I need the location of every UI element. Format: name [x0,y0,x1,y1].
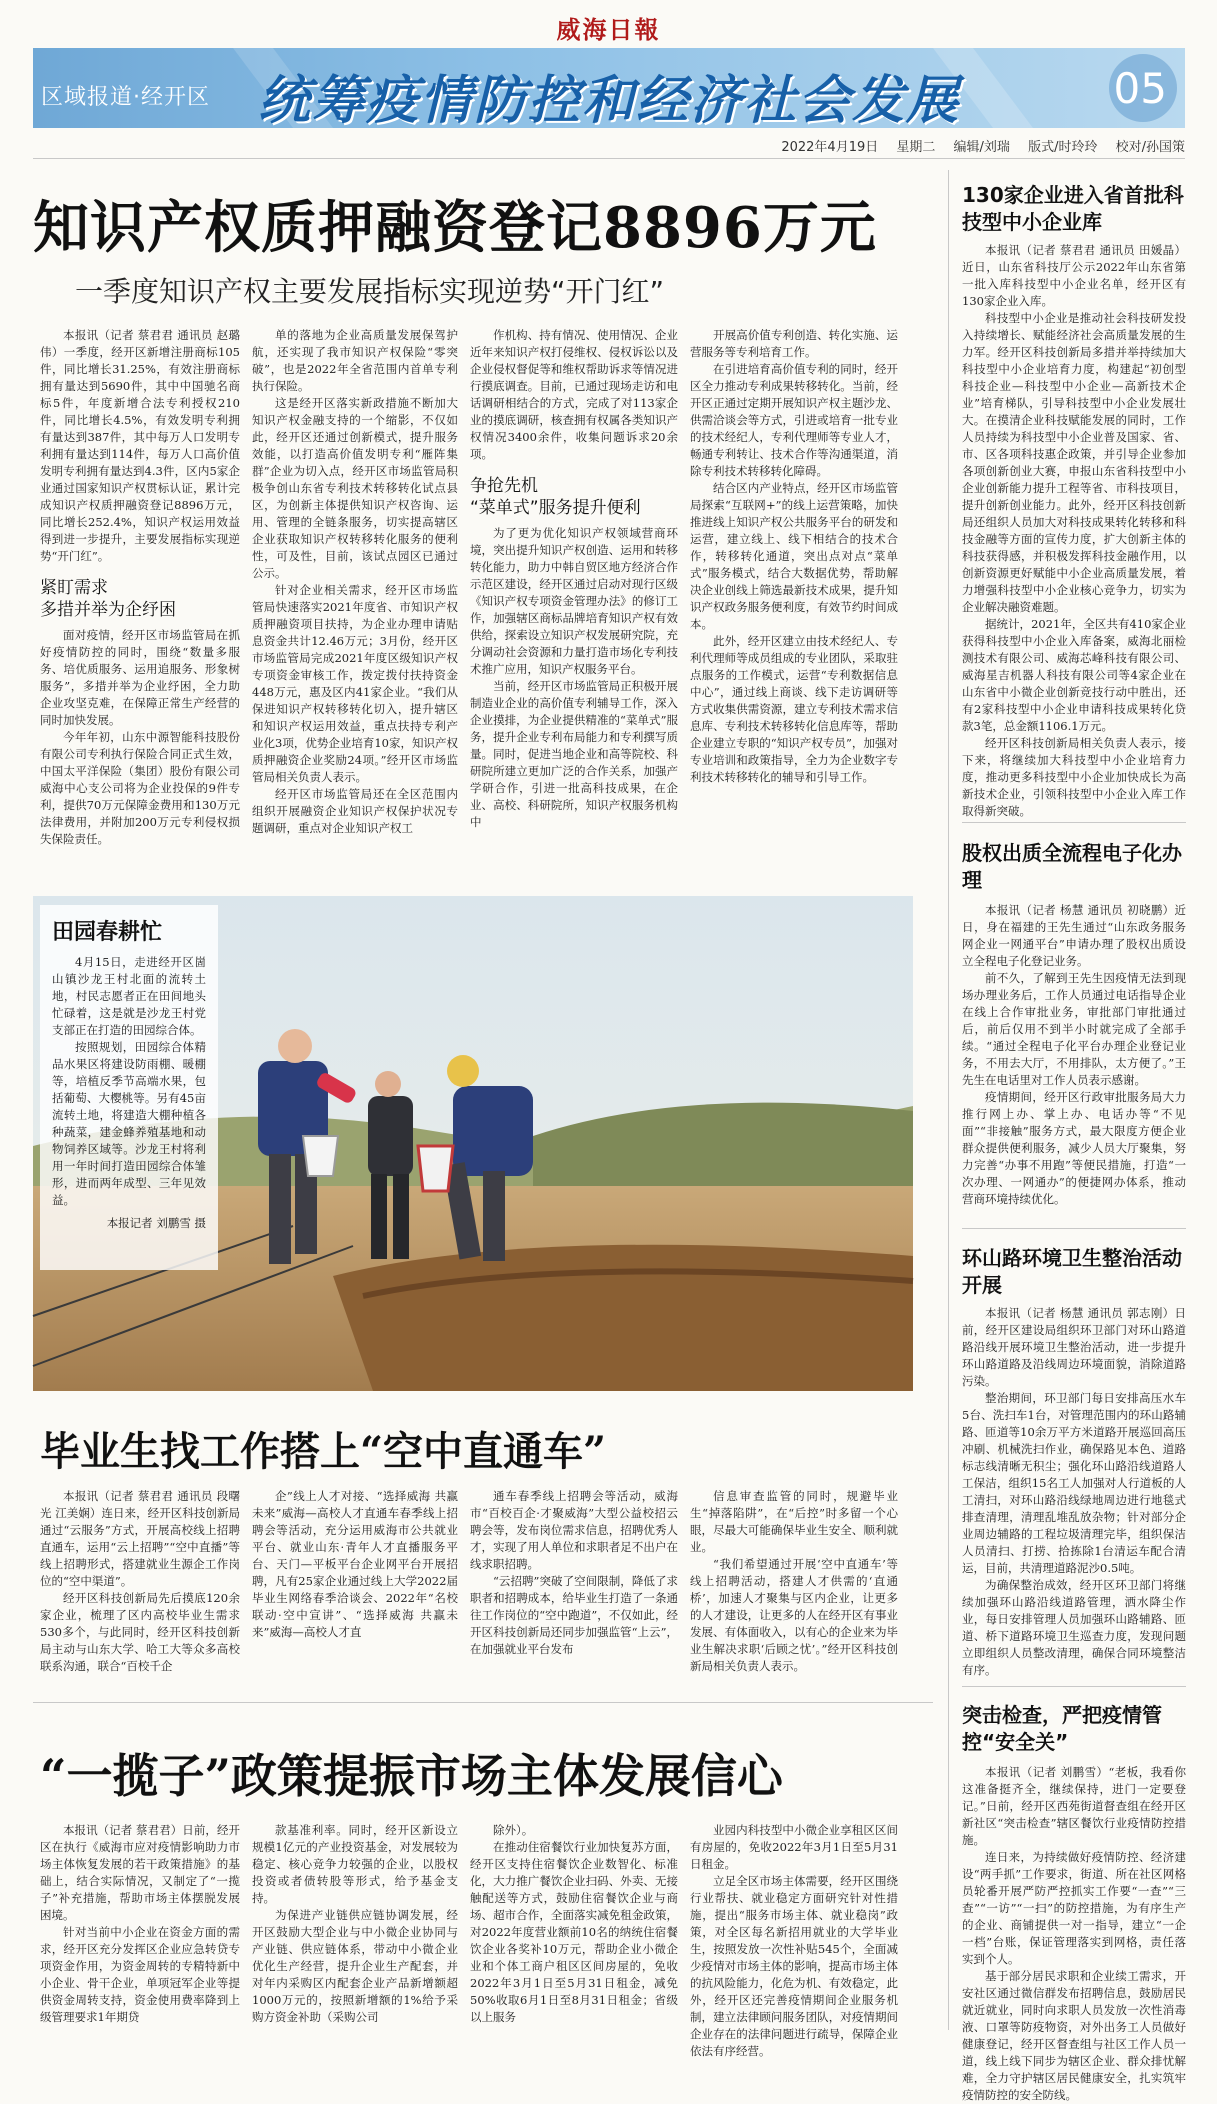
paragraph: 面对疫情，经开区市场监管局在抓好疫情防控的同时，围绕“数量多服务、培优质服务、运用追服务、形象树服务”，多措并举为企业纾困，全力助企业攻坚克难，在保障正常生产经营的同时加快发展。 [40,628,240,727]
paragraph: 为保进产业链供应链协调发展，经开区鼓励大型企业与中小微企业协同与产业链、供应链体系，带动中小微企业优化生产经营，提升企业生产配套，并对年内采购区内配套企业产品新增额超1000万元的，按照新增额的1%给予采购方资金补助（采购公司 [252,1908,458,2024]
paragraph: 本报讯（记者 杨慧 通讯员 初晓鹏）近日，身在福建的王先生通过“山东政务服务网企业一网通平台”申请办理了股权出质设立全程电子化登记业务。 [962,903,1186,968]
paragraph: 本报讯（记者 蔡君君）日前，经开区在执行《威海市应对疫情影响助力市场主体恢复发展的若干政策措施》的基础上，结合实际情况，又制定了“一揽子”补充措施，帮助市场主体摆脱发展困境。 [40,1823,240,1922]
sidebar-item1-body [962,242,1186,818]
paragraph: 业园内科技型中小微企业享租区区间有房屋的，免收2022年3月1日至5月31日租金。 [690,1823,898,1871]
article1-column-4 [690,327,898,852]
paragraph: 本报讯（记者 蔡君君 通讯员 赵璐伟）一季度，经开区新增注册商标105件，同比增长31.25%，有效注册商标拥有量达到5690件，其中中国驰名商标5件，年度新增合法专利授权210件，同比增长4.5%，有效发明专利拥有量达到387件，其中每万人口发明专利拥有量达到114件，每万人口高价值发明专利拥有量达到4.3件，区内5家企业通过国家知识产权贯标认证，累计完成知识产权质押融资登记8896万元，同比增长252.4%，知识产权运用效益得到进一步提升，主要发展指标实现逆势“开门红”。 [40,328,240,563]
paragraph: 在推动住宿餐饮行业加快复苏方面，经开区支持住宿餐饮企业数智化、标准化，大力推广餐饮企业扫码、外卖、无接触配送等方式，鼓励住宿餐饮企业与商场、超市合作，全面落实减免租金政策，对2022年度营业额前10名的纳统住宿餐饮企业各奖补10万元，帮助企业小微企业和个体工商户租区区间房屋的，免收2022年3月1日至5月31日租金，减免50%收取6月1日至8月31日租金；省级以上服务 [470,1840,678,2024]
photo-caption-text [52,954,206,1209]
paragraph: 本报讯（记者 刘鹏雪）“老板，我看你这准备挺齐全，继续保持，进门一定要登记。”日前，经开区西苑街道督查组在经开区新社区“突击检查”辖区餐饮行业疫情防控措施。 [962,1765,1186,1847]
article3-title: “一揽子”政策提振市场主体发展信心 [40,1749,783,1803]
paragraph: 企”线上人才对接、“选择威海 共赢未来”威海—高校人才直通车春季线上招聘会等活动，充分运用威海市公共就业平台、就业山东·青年人才直播服务平台、天门—平板平台企业网平台开展招聘，凡有25家企业通过线上大学2022届毕业生网络春季洽谈会、2022年“名校联动·空中宣讲”、“选择威海 共赢未来”威海—高校人才直 [252,1489,458,1639]
article2-column-1 [40,1488,240,1693]
paragraph: 今年年初，山东中源智能科技股份有限公司专利执行保险合同正式生效，中国太平洋保险（集团）股份有限公司威海中心支公司将为企业投保的9件专利，提供70万元保障金费用和130万元法律费用，并附加200万元专利侵权损失保险责任。 [40,730,240,846]
paragraph: 开展高价值专利创造、转化实施、运营服务等专利培育工作。 [690,328,898,359]
article1-title: 知识产权质押融资登记8896万元 [33,195,877,261]
sidebar-divider-3 [962,1686,1186,1687]
paragraph: “云招聘”突破了空间限制，降低了求职者和招聘成本，给毕业生打造了一条通往工作岗位的“空中跑道”，不仅如此，经开区科技创新局还同步加强监管“上云”，在加强就业平台发布 [470,1574,678,1656]
article1-column-2 [252,327,458,852]
paragraph: 通车春季线上招聘会等活动，威海市“百校百企·才聚威海”大型公益校招云聘会等，发布岗位需求信息，招聘优秀人才，实现了用人单位和求职者足不出户在线求职招聘。 [470,1489,678,1571]
paragraph: 单的落地为企业高质量发展保驾护航，还实现了我市知识产权保险“零突破”，也是2022年全省范围内首单专利执行保险。 [252,328,458,393]
sidebar-item2-title: 股权出质全流程电子化办理 [962,841,1182,892]
article1-column-1 [40,327,240,852]
paragraph: 针对企业相关需求，经开区市场监管局快速落实2021年度省、市知识产权质押融资项目扶持，为企业办理申请贴息资金共计12.46万元；3月份，经开区市场监管局完成2021年度区级知识产权专项资金审核工作，拨定拨付扶持资金448万元，惠及区内41家企业。“我们从保进知识产权转移转化切入，提升辖区和知识产权运用效益，重点扶持专利产业化3项，优势企业培育10家，知识产权质押融资企业奖励24项。”经开区市场监管局相关负责人表示。 [252,583,458,784]
paragraph: 据统计，2021年，全区共有410家企业获得科技型中小企业入库备案，威海北丽检测技术有限公司、威海芯峰科技有限公司、威海星吉机器人科技有限公司等4家企业在山东省中小微企业创新竞技行动中胜出，还有2家科技型中小企业申请科技成果转化贷款3笔，总金额1106.1万元。 [962,617,1186,733]
page-banner [33,48,1185,131]
article3-column-4 [690,1822,898,2058]
top-divider [33,158,1185,159]
photo-credit: 本报记者 刘鹏雪 摄 [106,1216,206,1230]
paragraph: 当前，经开区市场监管局正积极开展制造业企业的高价值专利辅导工作，深入企业摸排，为企业提供精准的“菜单式”服务，提升企业专利布局能力和专利撰写质量。同时，促进当地企业和高等院校、科研院所建立更加广泛的合作关系，加强产学研合作，引进一批高科技成果，在企业、高校、科研院所，知识产权服务机构中 [470,679,678,829]
banner-headline: 统筹疫情防控和经济社会发展 [258,71,961,131]
paragraph: 在引进培育高价值专利的同时，经开区全力推动专利成果转移转化。当前，经开区正通过定期开展知识产权主题沙龙、供需洽谈会等方式，引进或培育一批专业的技术经纪人，专利代理师等专业人才，畅通专利转让、技术合作等沟通渠道，消除专利技术转移转化障碍。 [690,362,898,478]
sidebar-item3-title: 环山路环境卫生整治活动开展 [962,1246,1182,1297]
editor-credit: 编辑/刘瑞 [953,140,1010,155]
article2-title: 毕业生找工作搭上“空中直通车” [40,1428,607,1475]
paragraph: 立足全区市场主体需要，经开区围绕行业帮扶、就业稳定方面研究针对性措施，提出“服务市场主体、就业稳岗”政策，对全区每名新招用就业的大学毕业生，按照发放一次性补贴545个，全面减少疫情对市场主体的影响，提高市场主体的抗风险能力，化危为机、有效稳定，此外，经开区还完善疫情期间企业服务机制，建立法律顾问服务团队，对疫情期间企业存在的法律问题进行疏导，保障企业依法有序经营。 [690,1874,898,2058]
masthead [0,0,1217,46]
designer-credit: 版式/时玲玲 [1028,140,1098,155]
sidebar-item4-title: 突击检查，严把疫情管控“安全关” [962,1703,1162,1754]
article3-column-1 [40,1822,240,2044]
paragraph: 4月15日，走进经开区崮山镇沙龙王村北面的流转土地，村民志愿者正在田间地头忙碌着，这是就是沙龙王村党支部正在打造的田园综合体。 [52,955,206,1037]
issue-date: 2022年4月19日 [781,140,879,155]
paragraph: 为了更为优化知识产权领域营商环境，突出提升知识产权创造、运用和转移转化能力，助力中韩自贸区地方经济合作示范区建设，经开区通过启动对现行区级《知识产权专项资金管理办法》的修订工作，加强辖区商标品牌培育知识产权有效供给，探索设立知识产权发展研究院，充分调动社会资源和力量打造市场化专利技术推广应用，知识产权服务平台。 [470,526,678,676]
article1-column-3 [470,327,678,852]
proof-credit: 校对/孙国策 [1115,140,1185,155]
paragraph: “我们希望通过开展‘空中直通车’等线上招聘活动，搭建人才供需的‘直通桥’，加速人才聚集与区内企业，让更多的人才建设，让更多的人在经开区有事业发展、有体面收入，以有心的企业来为毕业生解决求职‘后顾之忧’。”经开区科技创新局相关负责人表示。 [690,1557,898,1673]
paragraph: 本报讯（记者 蔡君君 通讯员 田媛晶）近日，山东省科技厅公示2022年山东省第一批入库科技型中小企业名单，经开区有130家企业入库。 [962,243,1186,308]
paragraph: 基于部分居民求职和企业续工需求，开安社区通过微信群发布招聘信息，鼓励居民就近就业，同时向求职人员发放一次性消毒液、口罩等防疫物资，对外出务工人员做好健康登记，经开区督查组与社区工作人员一道，线上线下同步为辖区企业、群众排忧解难，全力守护辖区居民健康安全，扎实筑牢疫情防控的安全防线。 [962,1969,1186,2102]
paragraph: 按照规划，田园综合体精品水果区将建设防雨棚、暖棚等，培植反季节高端水果，包括葡萄、大樱桃等。另有45亩流转土地，将建造大棚种植各种蔬菜，建金蜂养殖基地和动物饲养区域等。沙龙王村将利用一年时间打造田园综合体雏形，进而两年成型、三年见效益。 [52,1040,206,1207]
page-number: 05 [1113,64,1167,113]
sidebar-item2-body [962,902,1186,1222]
photo-title: 田园春耕忙 [52,920,163,945]
paragraph: 为确保整治成效，经开区环卫部门将继续加强环山路沿线道路管理，洒水降尘作业，每日安排管理人员加强环山路辅路、匝道、桥下道路环境卫生巡查力度，发现问题立即组织人员整改清理，确保合同环境整洁有序。 [962,1578,1186,1677]
subheading: 紧盯需求 多措并举为企纾困 [40,578,176,620]
article3-column-3 [470,1822,678,2044]
subheading: 争抢先机 “菜单式”服务提升便利 [470,476,641,518]
paragraph: 此外，经开区建立由技术经纪人、专利代理师等成员组成的专业团队，采取驻点服务的工作模式，运营“专利数据信息中心”，通过线上商谈、线下走访调研等方式收集供需资源，建立专利技术需求信息库、专利技术转移转化信息库等，帮助企业建立专职的“知识产权专员”，加强对专业培训和政策指导，全力为企业数字专利技术转移转化的辅导和引导工作。 [690,634,898,784]
article2-column-2 [252,1488,458,1693]
article2-column-3 [470,1488,678,1693]
paragraph: 作机构、持有情况、使用情况、企业近年来知识产权打侵维权、侵权诉讼以及企业侵权督促等和维权帮助诉求等情况进行摸底调查。目前，已通过现场走访和电话调研相结合的方式，完成了对113家企业的摸底调研，核查拥有权属各类知识产权情况3400余件，收集问题诉求20余项。 [470,328,678,461]
paragraph: 这是经开区落实新政措施不断加大知识产权金融支持的一个缩影，不仅如此，经开区还通过创新模式，提升服务效能，以打造高价值发明专利“雁阵集群”企业为切入点，经开区市场监管局积极争创山东省专利技术转移转化试点县区，为创新主体提供知识产权咨询、运用、管理的全链条服务，切实提高辖区企业获取知识产权转移转化服务的便利性，可及性，目前，该试点园区已通过公示。 [252,396,458,580]
paragraph: 前不久，了解到王先生因疫情无法到现场办理业务后，工作人员通过电话指导企业在线上合作审批业务，审批部门审批通过后，前后仅用不到半小时就完成了全部手续。“通过全程电子化平台办理企业登记业务，不用去大厅，不用排队，太方便了。”王先生在电话里对工作人员表示感谢。 [962,971,1186,1087]
paragraph: 信息审查监管的同时，规避毕业生“掉落陷阱”，在“后控”时多留一个心眼，尽最大可能确保毕业生安全、顺利就业。 [690,1489,898,1554]
article3-column-2 [252,1822,458,2044]
paragraph: 科技型中小企业是推动社会科技研发投入持续增长、赋能经济社会高质量发展的生力军。经开区科技创新局多措并举持续加大科技型中小企业培育力度，构建起“初创型科技企业—科技型中小企业—高新技术企业”培育梯队，引导科技型中小企业发展壮大。在摸清企业科技赋能发展的同时，工作人员持续为科技型中小企业普及国家、省、市、区各项科技惠企政策，并引导企业参加各项创新创业大赛，申报山东省科技型中小企业创新能力提升工程等省、市科技项目，提升创新创业能力。此外，经开区科技创新局还组织人员加大对科技成果转化转移和科技金融等方面的宣传力度，扩大创新主体的科技获得感，并积极发挥科技金融作用，以创新资源更好赋能中小企业高质量发展，着力增强科技型中小企业核心竞争力，切实为企业解决融资难题。 [962,311,1186,614]
paragraph: 疫情期间，经开区行政审批服务局大力推行网上办、掌上办、电话办等“不见面”“非接触”服务方式，最大限度方便企业群众提供便利服务，减少人员大厅聚集，努力完善“办事不用跑”等便民措施，打造“一次办理、一网通办”的便捷网办体系，推动营商环境持续优化。 [962,1090,1186,1206]
dateline [767,136,1185,155]
sidebar-divider-2 [962,1228,1186,1229]
paragraph: 针对当前中小企业在资金方面的需求，经开区充分发挥区企业应急转贷专项资金作用，为资金周转的专精特新中小企业、骨干企业，单项冠军企业等提供资金周转支持，资金使用费率降到上级管理要求1年期贷 [40,1925,240,2024]
paragraph: 经开区科技创新局相关负责人表示，接下来，将继续加大科技型中小企业培育力度，推动更多科技型中小企业加快成长为高新技术企业，引领科技型中小企业入库工作取得新突破。 [962,736,1186,818]
article1-subtitle: 一季度知识产权主要发展指标实现逆势“开门红” [75,275,665,308]
paragraph: 结合区内产业特点，经开区市场监管局探索“互联网+”的线上运营策略，加快推进线上知识产权公共服务平台的研发和运营，建立线上、线下相结合的技术合作，转移转化通道，突出点对点“菜单式”服务模式，结合大数据优势，帮助解决企业创线上筛选最新技术成果，提升知识产权政务服务便利度，有效节约时间成本。 [690,481,898,631]
newspaper-logo: 威海日報 [556,15,661,44]
sidebar-divider-1 [962,822,1186,823]
article-divider [33,1702,933,1703]
photo-caption [40,905,218,1270]
article2-column-4 [690,1488,898,1693]
issue-weekday: 星期二 [896,140,936,155]
sidebar-item1-title: 130家企业进入省首批科技型中小企业库 [962,183,1184,234]
paragraph: 经开区科技创新局先后摸底120余家企业，梳理了区内高校毕业生需求530多个，与此同时，经开区科技创新局主动与山东大学、哈工大等众多高校联系沟通，联合“百校千企 [40,1591,240,1673]
sidebar-divider [948,170,949,2030]
paragraph: 连日来，为持续做好疫情防控、经济建设“两手抓”工作要求，街道、所在社区网格员轮番开展严防严控抓实工作要“一查”“三查”“一访”“一扫”的防控措施，为有序生产的企业、商铺提供一对一指导，建立“一企一档”台账，保证管理落实到网格，责任落实到个人。 [962,1850,1186,1966]
sidebar-item3-body [962,1305,1186,1680]
paragraph: 除外）。 [493,1823,534,1837]
paragraph: 经开区市场监管局还在全区范围内组织开展融资企业知识产权保护状况专题调研，重点对企业知识产权工 [252,787,458,835]
sidebar-item4-body [962,1764,1186,2102]
paragraph: 本报讯（记者 杨慧 通讯员 郭志刚）日前，经开区建设局组织环卫部门对环山路道路沿线开展环境卫生整治活动，进一步提升环山路道路及沿线周边环境面貌，消除道路污染。 [962,1306,1186,1388]
section-label: 区域报道·经开区 [41,85,210,110]
paragraph: 本报讯（记者 蔡君君 通讯员 段曙光 江美娴）连日来，经开区科技创新局通过“云服务”方式，开展高校线上招聘直通车，运用“云上招聘”“空中直播”等线上招聘形式，搭建就业生源企工作岗位的“空中渠道”。 [40,1489,240,1588]
paragraph: 整治期间，环卫部门每日安排高压水车5台、洗扫车1台，对管理范围内的环山路辅路、匝道等10余万平方米道路开展巡回高压冲刷、机械洗扫作业，确保路见本色、道路标志线清晰无积尘；强化环山路沿线道路人工保洁，组织15名工人加强对人行道板的人工清扫，对环山路沿线绿地周边进行地毯式排查清理，清理乱堆乱放杂物；针对部分企业周边辅路的工程垃圾清理完毕，组织保洁人员清扫、打捞、拾拣除1台清运车配合清运，目前，共清理道路泥沙0.5吨。 [962,1391,1186,1575]
paragraph: 款基准利率。同时，经开区新设立规模1亿元的产业投资基金，对发展较为稳定、核心竞争力较强的企业，以股权投资或者债转股等形式，给予基金支持。 [252,1823,458,1905]
